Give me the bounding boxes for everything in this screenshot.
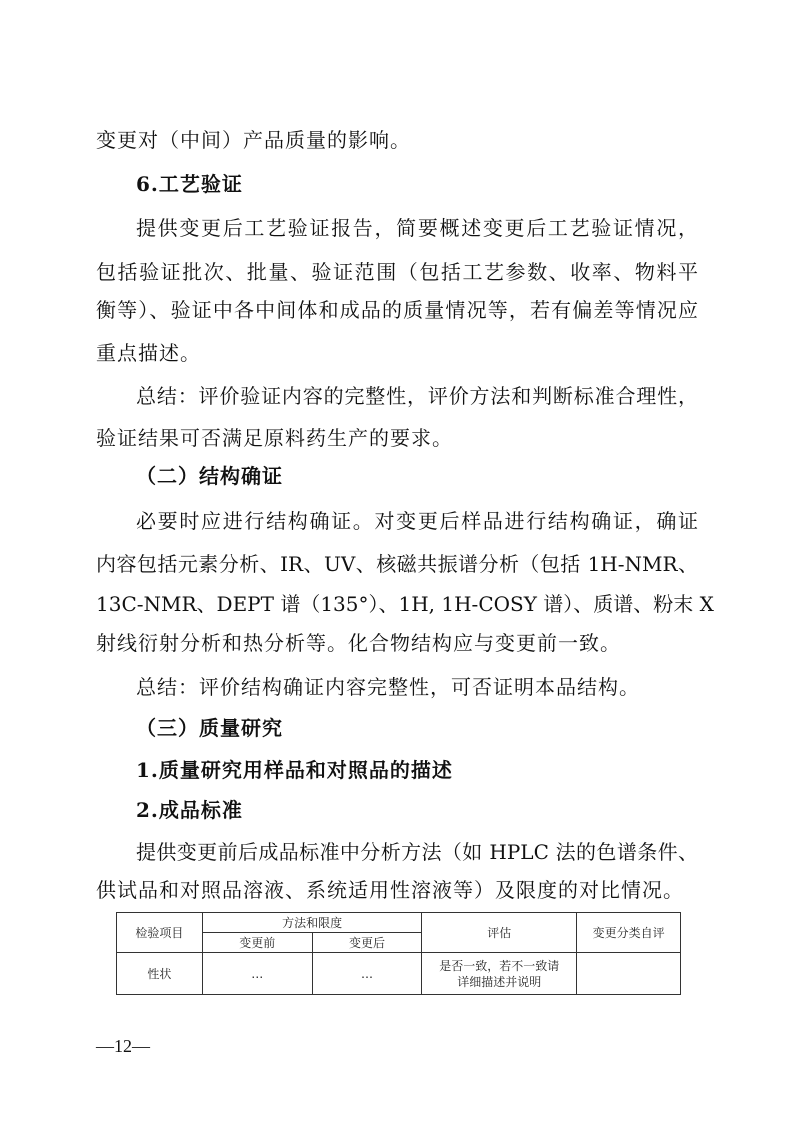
paragraph-line: 供试品和对照品溶液、系统适用性溶液等）及限度的对比情况。	[96, 878, 684, 902]
paragraph-line: 13C-NMR、DEPT 谱（135°）、1H, 1H-COSY 谱）、质谱、粉末 X	[96, 592, 714, 616]
header-after: 变更后	[312, 933, 422, 953]
paragraph-line: 提供变更后工艺验证报告，简要概述变更后工艺验证情况，	[136, 216, 698, 240]
summary-line: 验证结果可否满足原料药生产的要求。	[96, 426, 453, 450]
comparison-table	[116, 912, 681, 995]
paragraph-line: 内容包括元素分析、IR、UV、核磁共振谱分析（包括 1H-NMR、	[96, 552, 698, 576]
subheading-samples: 1.质量研究用样品和对照品的描述	[136, 758, 453, 782]
cell-self-eval	[577, 953, 681, 995]
section-heading-quality: （三）质量研究	[136, 716, 283, 740]
summary-line: 总结：评价验证内容的完整性，评价方法和判断标准合理性，	[136, 384, 698, 408]
cell-item: 性状	[117, 953, 203, 995]
paragraph-line: 必要时应进行结构确证。对变更后样品进行结构确证，确证	[136, 509, 698, 533]
subheading-final-standard: 2.成品标准	[136, 798, 243, 822]
cell-before: …	[202, 953, 312, 995]
paragraph-line: 包括验证批次、批量、验证范围（包括工艺参数、收率、物料平	[96, 260, 698, 284]
section-heading-structure: （二）结构确证	[136, 464, 283, 488]
paragraph-line: 重点描述。	[96, 341, 201, 365]
header-eval: 评估	[422, 913, 577, 953]
paragraph-line: 提供变更前后成品标准中分析方法（如 HPLC 法的色谱条件、	[136, 840, 698, 864]
paragraph-line: 衡等）、验证中各中间体和成品的质量情况等，若有偏差等情况应	[96, 298, 698, 322]
paragraph-line: 变更对（中间）产品质量的影响。	[96, 128, 411, 152]
cell-eval-line: 详细描述并说明	[457, 974, 542, 989]
header-item: 检验项目	[117, 913, 203, 953]
header-self-eval: 变更分类自评	[577, 913, 681, 953]
header-before: 变更前	[202, 933, 312, 953]
table-row	[117, 953, 681, 995]
cell-eval	[422, 953, 577, 995]
summary-line: 总结：评价结构确证内容完整性，可否证明本品结构。	[136, 675, 640, 699]
cell-eval-line: 是否一致，若不一致请	[439, 958, 560, 973]
paragraph-line: 射线衍射分析和热分析等。化合物结构应与变更前一致。	[96, 631, 621, 655]
cell-after: …	[312, 953, 422, 995]
page-number: —12—	[96, 1036, 150, 1056]
header-method: 方法和限度	[202, 913, 422, 933]
section-heading-process-validation: 6.工艺验证	[136, 172, 243, 196]
